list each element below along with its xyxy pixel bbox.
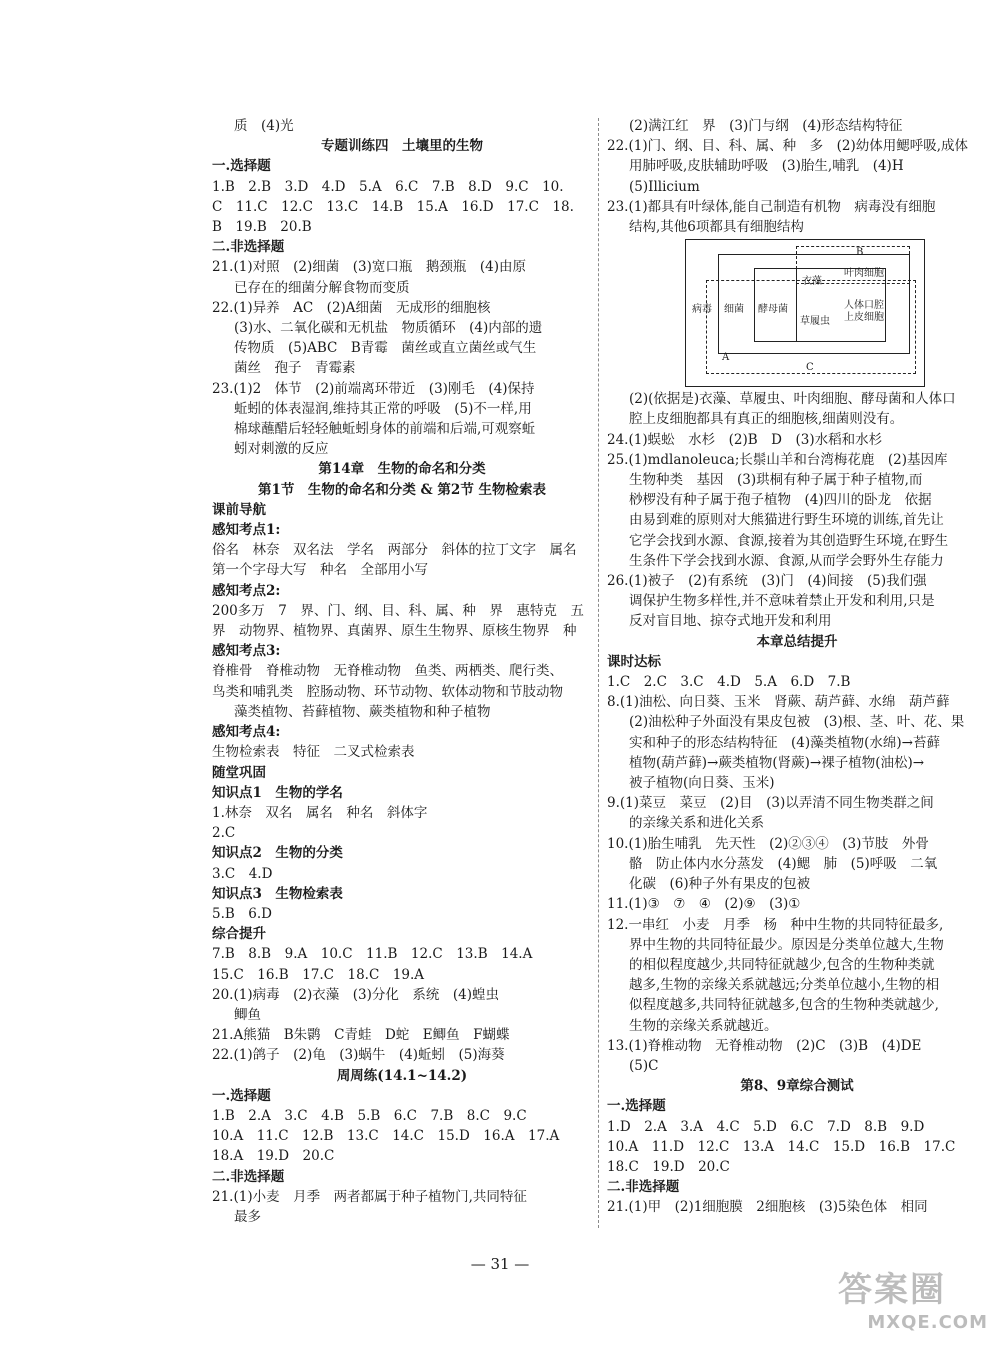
text-line: 藻类植物、苔藓植物、蕨类植物和种子植物 bbox=[234, 703, 491, 720]
text-line: 周周练(14.1~14.2) bbox=[336, 1067, 468, 1084]
text-line: 10.A 11.C 12.B 13.C 14.C 15.D 16.A 17.A bbox=[212, 1128, 560, 1145]
text-line: 23.(1)都具有叶绿体,能自己制造有机物 病毒没有细胞 bbox=[607, 198, 936, 215]
text-line: 22.(1)异养 AC (2)A细菌 无成形的细胞核 bbox=[212, 299, 491, 316]
text-line: 脊椎骨 脊椎动物 无脊椎动物 鱼类、两栖类、爬行类、 bbox=[212, 663, 563, 680]
text-line: 知识点1 生物的学名 bbox=[212, 784, 343, 801]
text-line: 1.B 2.B 3.D 4.D 5.A 6.C 7.B 8.D 9.C 10. bbox=[212, 178, 564, 195]
text-line: 骼 防止体内水分蒸发 (4)鳃 肺 (5)呼吸 二氧 bbox=[629, 855, 938, 872]
text-line: 生条件下学会找到水源、食源,从而学会野外生存能力 bbox=[629, 552, 944, 569]
text-line: 二.非选择题 bbox=[607, 1179, 680, 1196]
text-line: 感知考点3: bbox=[212, 643, 281, 660]
text-line: 俗名 林奈 双名法 学名 两部分 斜体的拉丁文字 属名 bbox=[212, 542, 577, 559]
text-line: 1.C 2.C 3.C 4.D 5.A 6.D 7.B bbox=[607, 674, 851, 691]
watermark-main-text: 答案圈 bbox=[838, 1270, 946, 1310]
text-line: 感知考点2: bbox=[212, 582, 281, 599]
text-line: 21.(1)小麦 月季 两者都属于种子植物门,共同特征 bbox=[212, 1188, 527, 1205]
text-line: 知识点2 生物的分类 bbox=[212, 845, 343, 862]
diagram-label-virus: 病毒 bbox=[692, 304, 712, 316]
diagram-label-leaf-cell: 叶肉细胞 bbox=[844, 268, 884, 280]
text-line: 越多,生物的亲缘关系就越远;分类单位越小,生物的相 bbox=[629, 977, 940, 994]
diagram-label-oral-cell: 人体口腔上皮细胞 bbox=[844, 300, 884, 324]
text-line: 26.(1)被子 (2)有系统 (3)门 (4)间接 (5)我们强 bbox=[607, 573, 927, 590]
text-line: 综合提升 bbox=[212, 926, 266, 943]
text-line: 22.(1)门、纲、目、科、属、种 多 (2)幼体用鳃呼吸,成体 bbox=[607, 138, 969, 155]
text-line: 桫椤没有种子属于孢子植物 (4)四川的卧龙 依据 bbox=[629, 492, 932, 509]
text-line: 20.(1)病毒 (2)衣藻 (3)分化 系统 (4)蝗虫 bbox=[212, 986, 499, 1003]
text-line: (5)Illicium bbox=[629, 178, 700, 195]
text-line: 18.A 19.D 20.C bbox=[212, 1148, 335, 1165]
text-line: 10.(1)胎生哺乳 先天性 (2)②③④ (3)节肢 外骨 bbox=[607, 835, 929, 852]
text-line: 第1节 生物的命名和分类 & 第2节 生物检索表 bbox=[257, 481, 547, 498]
text-line: 1.林奈 双名 属名 种名 斜体字 bbox=[212, 804, 428, 821]
text-line: 专题训练四 土壤里的生物 bbox=[321, 138, 483, 155]
text-line: 化碳 (6)种子外有果皮的包被 bbox=[629, 876, 811, 893]
right-column bbox=[607, 116, 987, 1218]
right-top-block bbox=[607, 116, 987, 237]
text-line: 第14章 生物的命名和分类 bbox=[318, 461, 486, 478]
text-line: 9.(1)菜豆 菜豆 (2)目 (3)以弄清不同生物类群之间 bbox=[607, 795, 934, 812]
text-line: 生物种类 基因 (3)珙桐有种子属于种子植物,而 bbox=[629, 472, 923, 489]
text-line: 生物检索表 特征 二叉式检索表 bbox=[212, 744, 415, 761]
text-line: 结构,其他6项都具有细胞结构 bbox=[629, 219, 804, 236]
text-line: 第一个字母大写 种名 全部用小写 bbox=[212, 562, 428, 579]
watermark-sub-text: MXQE.COM bbox=[867, 1312, 988, 1333]
text-line: 蚯蚓的体表湿润,维持其正常的呼吸 (5)不一样,用 bbox=[234, 400, 532, 417]
text-line: 腔上皮细胞都具有真正的细胞核,细菌则没有。 bbox=[629, 411, 904, 428]
text-line: 实和种子的形态结构特征 (4)藻类植物(水绵)→苔藓 bbox=[629, 734, 940, 751]
text-line: 用肺呼吸,皮肤辅助呼吸 (3)胎生,哺乳 (4)H bbox=[629, 158, 904, 175]
text-line: B 19.B 20.B bbox=[212, 219, 312, 236]
text-line: 植物(葫芦藓)→蕨类植物(肾蕨)→裸子植物(油松)→ bbox=[629, 754, 925, 771]
text-line: 21.(1)对照 (2)细菌 (3)宽口瓶 鹅颈瓶 (4)由原 bbox=[212, 259, 526, 276]
text-line: 由易到难的原则对大熊猫进行野生环境的训练,首先让 bbox=[629, 512, 944, 529]
text-line: 本章总结提升 bbox=[756, 633, 838, 650]
text-line: 5.B 6.D bbox=[212, 905, 273, 922]
text-line: 二.非选择题 bbox=[212, 1168, 285, 1185]
text-line: 18.C 19.D 20.C bbox=[607, 1158, 730, 1175]
text-line: 反对盲目地、掠夺式地开发和利用 bbox=[629, 613, 832, 630]
watermark-logo bbox=[838, 1268, 988, 1340]
text-line: 10.A 11.D 12.C 13.A 14.C 15.D 16.B 17.C bbox=[607, 1138, 956, 1155]
text-line: 8.(1)油松、向日葵、玉米 肾蕨、葫芦藓、水绵 葫芦藓 bbox=[607, 694, 950, 711]
text-line: 一.选择题 bbox=[212, 158, 271, 175]
text-line: 15.C 16.B 17.C 18.C 19.A bbox=[212, 966, 425, 983]
text-line: 菌丝 孢子 青霉素 bbox=[234, 360, 356, 377]
text-line: 课时达标 bbox=[607, 653, 661, 670]
text-line: 蚓对刺激的反应 bbox=[234, 441, 329, 458]
diagram-label-paramecium: 草履虫 bbox=[800, 316, 830, 328]
diagram-label-c: C bbox=[806, 362, 814, 374]
right-bottom-block bbox=[607, 389, 987, 1217]
text-line: 感知考点1: bbox=[212, 522, 281, 539]
text-line: 知识点3 生物检索表 bbox=[212, 885, 343, 902]
text-line: 22.(1)鸽子 (2)龟 (3)蜗牛 (4)蚯蚓 (5)海葵 bbox=[212, 1047, 505, 1064]
text-line: 质 (4)光 bbox=[234, 118, 294, 134]
text-line: 二.非选择题 bbox=[212, 239, 285, 256]
left-column bbox=[212, 116, 592, 1227]
text-line: 棉球蘸醋后轻轻触蚯蚓身体的前端和后端,可观察蚯 bbox=[234, 421, 536, 438]
cell-classification-diagram bbox=[685, 239, 925, 387]
text-line: 23.(1)2 体节 (2)前端离环带近 (3)刚毛 (4)保持 bbox=[212, 380, 535, 397]
text-line: 13.(1)脊椎动物 无脊椎动物 (2)C (3)B (4)DE bbox=[607, 1037, 922, 1054]
text-line: 感知考点4: bbox=[212, 724, 281, 741]
text-line: 鲫鱼 bbox=[234, 1006, 261, 1023]
text-line: C 11.C 12.C 13.C 14.B 15.A 16.D 17.C 18. bbox=[212, 198, 574, 215]
text-line: 一.选择题 bbox=[212, 1087, 271, 1104]
diagram-box-c bbox=[706, 280, 916, 374]
diagram-label-bacteria: 细菌 bbox=[724, 304, 744, 316]
text-line: 界中生物的共同特征最少。原因是分类单位越大,生物 bbox=[629, 936, 944, 953]
text-line: (2)油松种子外面没有果皮包被 (3)根、茎、叶、花、果 bbox=[629, 714, 965, 731]
text-line: (2)满江红 界 (3)门与纲 (4)形态结构特征 bbox=[629, 118, 903, 134]
text-line: 11.(1)③ ⑦ ④ (2)⑨ (3)① bbox=[607, 896, 801, 913]
text-line: 课前导航 bbox=[212, 501, 266, 518]
text-line: 生物的亲缘关系就越近。 bbox=[629, 1017, 778, 1034]
page-number: — 31 — bbox=[470, 1255, 530, 1273]
text-line: 21.A熊猫 B朱鹮 C青蛙 D蛇 E鲫鱼 F蝴蝶 bbox=[212, 1027, 510, 1044]
diagram-label-a: A bbox=[722, 352, 730, 364]
diagram-label-yeast: 酵母菌 bbox=[758, 304, 788, 316]
text-line: 24.(1)蜈蚣 水杉 (2)B D (3)水稻和水杉 bbox=[607, 431, 883, 448]
text-line: 被子植物(向日葵、玉米) bbox=[629, 775, 775, 792]
text-line: 2.C bbox=[212, 825, 236, 842]
text-line: 已存在的细菌分解食物而变质 bbox=[234, 279, 410, 296]
text-line: 1.B 2.A 3.C 4.B 5.B 6.C 7.B 8.C 9.C bbox=[212, 1107, 527, 1124]
text-line: 7.B 8.B 9.A 10.C 11.B 12.C 13.B 14.A bbox=[212, 946, 533, 963]
text-line: 12.一串红 小麦 月季 杨 种中生物的共同特征最多, bbox=[607, 916, 944, 933]
text-line: 调保护生物多样性,并不意味着禁止开发和利用,只是 bbox=[629, 593, 935, 610]
text-line: 第8、9章综合测试 bbox=[740, 1078, 854, 1095]
text-line: 的相似程度越少,共同特征就越少,包含的生物种类就 bbox=[629, 956, 935, 973]
text-line: (3)水、二氧化碳和无机盐 物质循环 (4)内部的遗 bbox=[234, 320, 543, 337]
text-line: 1.D 2.A 3.A 4.C 5.D 6.C 7.D 8.B 9.D bbox=[607, 1118, 925, 1135]
diagram-label-b: B bbox=[856, 247, 864, 259]
text-line: 25.(1)mdlanoleuca;长鬃山羊和台湾梅花鹿 (2)基因库 bbox=[607, 451, 948, 468]
text-line: (2)(依据是)衣藻、草履虫、叶肉细胞、酵母菌和人体口 bbox=[629, 391, 956, 408]
text-line: 的亲缘关系和进化关系 bbox=[629, 815, 764, 832]
column-divider bbox=[598, 118, 599, 1228]
text-line: 传物质 (5)ABC B青霉 菌丝或直立菌丝或气生 bbox=[234, 340, 537, 357]
text-line: 随堂巩固 bbox=[212, 764, 266, 781]
text-line: 似程度越多,共同特征就越多,包含的生物种类就越少, bbox=[629, 997, 939, 1014]
text-line: 界 动物界、植物界、真菌界、原生生物界、原核生物界 种 bbox=[212, 623, 577, 640]
text-line: (5)C bbox=[629, 1057, 659, 1074]
text-line: 鸟类和哺乳类 腔肠动物、环节动物、软体动物和节肢动物 bbox=[212, 683, 563, 700]
text-line: 200多万 7 界、门、纲、目、科、属、种 界 惠特克 五 bbox=[212, 602, 584, 619]
diagram-label-chlamydomonas: 衣藻 bbox=[802, 276, 822, 288]
text-line: 它学会找到水源、食源,接着为其创造野生环境,在野生 bbox=[629, 532, 949, 549]
text-line: 一.选择题 bbox=[607, 1098, 666, 1115]
text-line: 3.C 4.D bbox=[212, 865, 273, 882]
text-line: 21.(1)甲 (2)1细胞膜 2细胞核 (3)5染色体 相同 bbox=[607, 1199, 928, 1216]
text-line: 最多 bbox=[234, 1208, 261, 1225]
